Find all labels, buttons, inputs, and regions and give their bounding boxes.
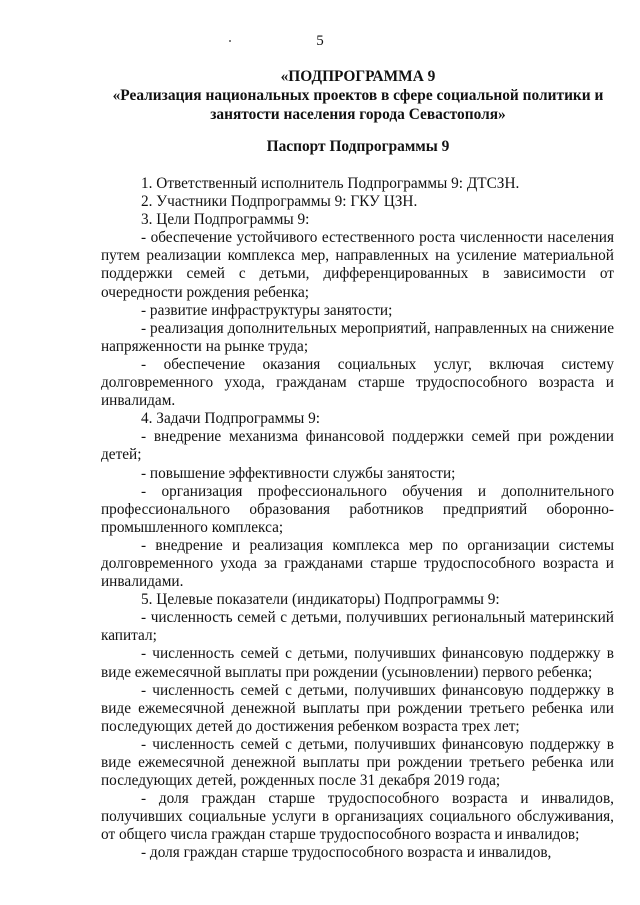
task-item: - внедрение и реализация комплекса мер по организации системы долговременного ухода за гражданами старше трудоспособного возраста и инвалидами. — [101, 536, 614, 591]
indicator-item: - доля граждан старше трудоспособного возраста и инвалидов, получивших социальные услуги в организациях социального обслуживания, от общего числа граждан старше трудоспособного возраста и инвалидов; — [101, 790, 614, 844]
passport-heading: Паспорт Подпрограммы 9 — [266, 138, 450, 155]
goal-item: - развитие инфраструктуры занятости; — [141, 301, 393, 319]
paragraph-responsible: 1. Ответственный исполнитель Подпрограммы 9: ДТСЗН. — [141, 175, 520, 192]
indicator-item: - доля граждан старше трудоспособного возраста и инвалидов, — [141, 844, 552, 862]
indicator-item: - численность семей с детьми, получивших финансовую поддержку в виде ежемесячной денежной выплаты при рождении третьего ребенка или последующих детей до достижения ребенком возраста трех лет; — [101, 681, 614, 735]
paragraph-goals-heading: 3. Цели Подпрограммы 9: — [141, 211, 310, 229]
goal-item: - обеспечение оказания социальных услуг, включая систему долговременного ухода, гражданам старше трудоспособного возраста и инвалидам. — [101, 355, 614, 410]
paragraph-indicators-heading: 5. Целевые показатели (индикаторы) Подпрограммы 9: — [141, 591, 500, 609]
indicator-item: - численность семей с детьми, получивших финансовую поддержку в виде ежемесячной выплаты при рождении (усыновлении) первого ребенка; — [101, 645, 614, 681]
task-item: - повышение эффективности службы занятости; — [141, 464, 456, 482]
paragraph-participants: 2. Участники Подпрограммы 9: ГКУ ЦЗН. — [141, 193, 418, 211]
document-body — [101, 175, 614, 863]
subprogram-heading: «ПОДПРОГРАММА 9 — [280, 68, 436, 85]
page-number: 5 — [316, 33, 324, 49]
indicator-item: - численность семей с детьми, получивших финансовую поддержку в виде ежемесячной денежной выплаты при рождении третьего ребенка или последующих детей, рожденных после 31 декабря 2019 года; — [101, 735, 614, 790]
paragraph-tasks-heading: 4. Задачи Подпрограммы 9: — [141, 410, 321, 428]
subprogram-title: «Реализация национальных проектов в сфере социальной политики и занятости населения города Севастополя» — [112, 87, 604, 123]
goal-item: - реализация дополнительных мероприятий, направленных на снижение напряженности на рынке труда; — [101, 319, 614, 355]
indicator-item: - численность семей с детьми, получивших региональный материнский капитал; — [101, 609, 614, 645]
task-item: - организация профессионального обучения и дополнительного профессионального образования работников предприятий оборонно-промышленного комплекса; — [101, 482, 614, 536]
scan-speck — [229, 40, 231, 42]
task-item: - внедрение механизма финансовой поддержки семей при рождении детей; — [101, 428, 614, 464]
goal-item: - обеспечение устойчивого естественного роста численности населения путем реализации комплекса мер, направленных на усиление материальной поддержки семей с детьми, дифференцированных в зависимости от очередности рождения ребенка; — [101, 229, 614, 301]
